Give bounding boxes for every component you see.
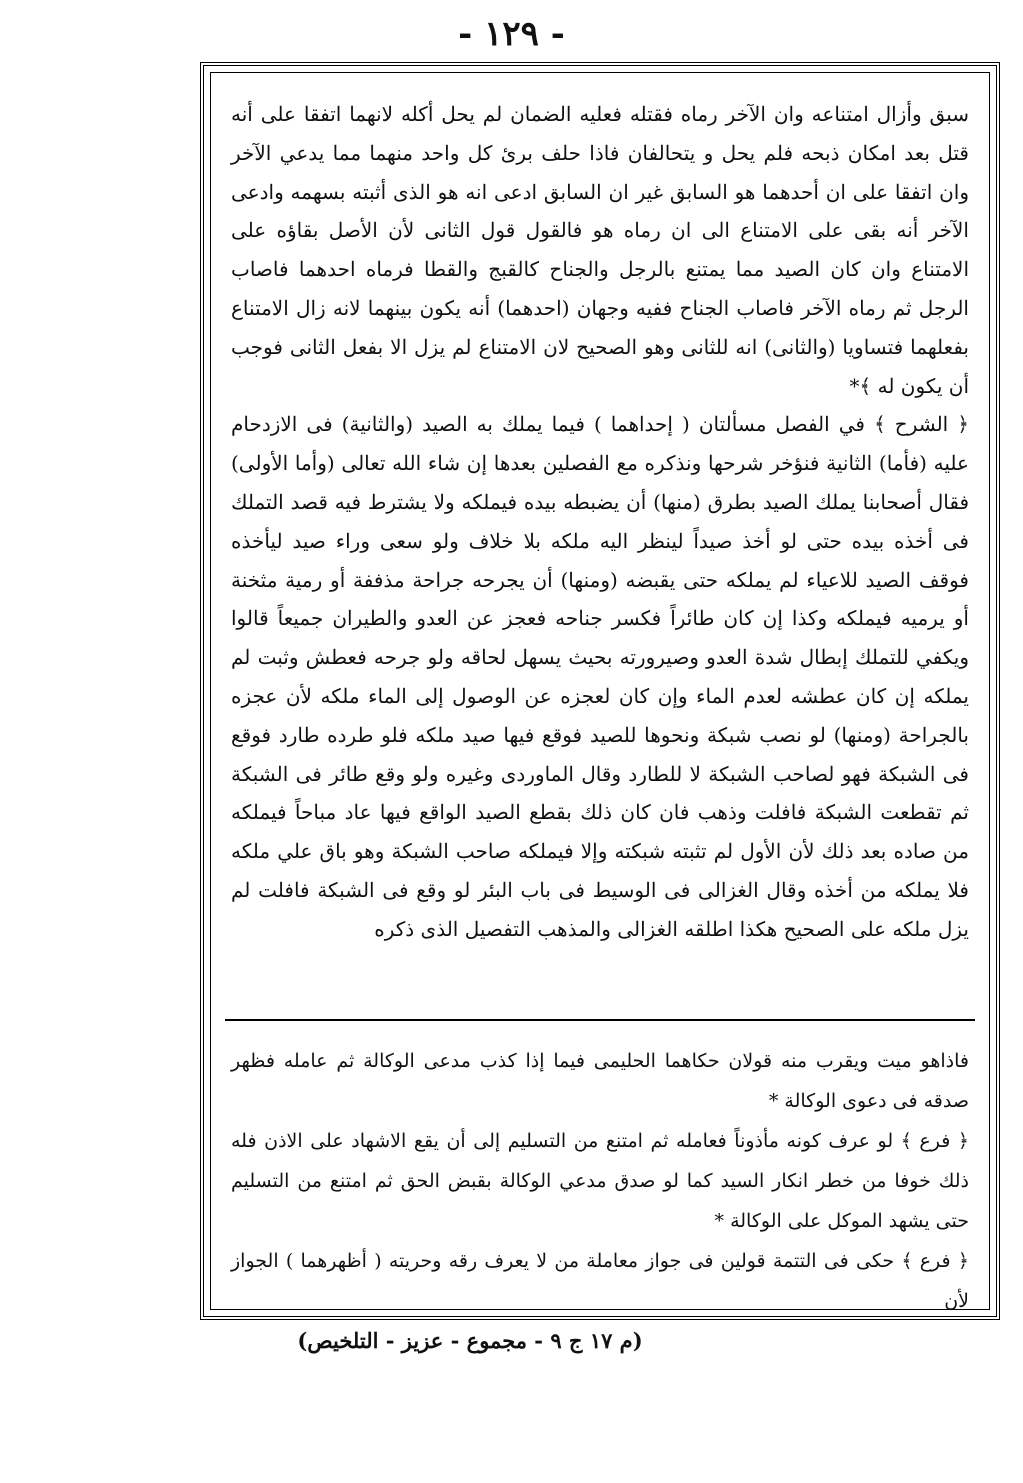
- footnote-paragraph-3: ﴿ فرع ﴾ حكى فى التتمة قولين فى جواز معاملة من لا يعرف رقه وحريته ( أظهرهما ) الجواز لأن: [231, 1250, 969, 1312]
- footnote-paragraph-2: ﴿ فرع ﴾ لو عرف كونه مأذوناً فعامله ثم امتنع من التسليم إلى أن يقع الاشهاد على الاذن فله ذلك خوفا من خطر انكار السيد كما لو صدق مدعي الوكالة بقبض الحق ثم امتنع من التسليم حتى يشهد الموكل على الوكالة *: [231, 1130, 969, 1232]
- section-divider: [225, 1019, 975, 1021]
- main-paragraph-2: ﴿ الشرح ﴾ في الفصل مسألتان ( إحداهما ) فيما يملك به الصيد (والثانية) فى الازدحام عليه (فأما) الثانية فنؤخر شرحها ونذكره مع الفصلين بعدها إن شاء الله تعالى (وأما الأولى) فقال أصحابنا يملك الصيد بطرق (منها) أن يضبطه بيده فيملكه ولا يشترط فيه قصد التملك فى أخذه بيده حتى لو أخذ صيداً لينظر اليه ملكه بلا خلاف ولو سعى وراء صيد ليأخذه فوقف الصيد للاعياء لم يملكه حتى يقبضه (ومنها) أن يجرحه جراحة مذففة أو رمية مثخنة أو يرميه فيملكه وكذا إن كان طائراً فكسر جناحه فعجز عن العدو والطيران جميعاً قالوا ويكفي للتملك إبطال شدة العدو وصيرورته بحيث يسهل لحاقه ولو جرحه فعطش وثبت لم يملكه إن كان عطشه لعدم الماء وإن كان لعجزه عن الوصول إلى الماء ملكه لأن عجزه بالجراحة (ومنها) لو نصب شبكة ونحوها للصيد فوقع فيها صيد ملكه فلو طرده طارد فوقع فى الشبكة فهو لصاحب الشبكة لا للطارد وقال الماوردى وغيره ولو وقع طائر فى الشبكة ثم تقطعت الشبكة فافلت وذهب فان كان ذلك بقطع الصيد الواقع فيها عاد مباحاً فيملكه من صاده بعد ذلك لأن الأول لم تثبته شبكته وإلا فيملكه صاحب الشبكة وهو باق علي ملكه فلا يملكه من أخذه وقال الغزالى فى الوسيط فى باب البئر لو وقع فى الشبكة فافلت لم يزل ملكه على الصحيح هكذا اطلقه الغزالى والمذهب التفصيل الذى ذكره: [231, 412, 969, 941]
- footnote-text: [231, 1041, 969, 1321]
- inner-border: [210, 72, 990, 1310]
- main-text: [231, 95, 969, 949]
- page-number: - ١٢٩ -: [458, 14, 565, 54]
- footnote-paragraph-1: فاذاهو ميت ويقرب منه قولان حكاهما الحليمى فيما إذا كذب مدعى الوكالة ثم عامله فظهر صدقه فى دعوى الوكالة *: [231, 1050, 969, 1112]
- page-frame: [200, 62, 1000, 1320]
- book-signature: (م ١٧ ج ٩ - مجموع - عزيز - التلخيص): [297, 1328, 643, 1353]
- main-paragraph-1: سبق وأزال امتناعه وان الآخر رماه فقتله فعليه الضمان لم يحل أكله لانهما اتفقا على أنه قتل بعد امكان ذبحه فلم يحل و يتحالفان فاذا حلف برئ كل واحد منهما مما يدعي الآخر وان اتفقا على ان أحدهما هو السابق غير ان السابق ادعى انه هو الذى أثبته بسهمه وادعى الآخر أنه بقى على الامتناع الى ان رماه هو فالقول قول الثانى لأن الأصل بقاؤه على الامتناع وان كان الصيد مما يمتنع بالرجل والجناح كالقبج والقطا فرماه احدهما فاصاب الرجل ثم رماه الآخر فاصاب الجناح ففيه وجهان (احدهما) أنه يكون بينهما لانه زال الامتناع بفعلهما فتساويا (والثانى) انه للثانى وهو الصحيح لان الامتناع لم يزل الا بفعل الثانى فوجب أن يكون له ﴾*: [231, 102, 969, 398]
